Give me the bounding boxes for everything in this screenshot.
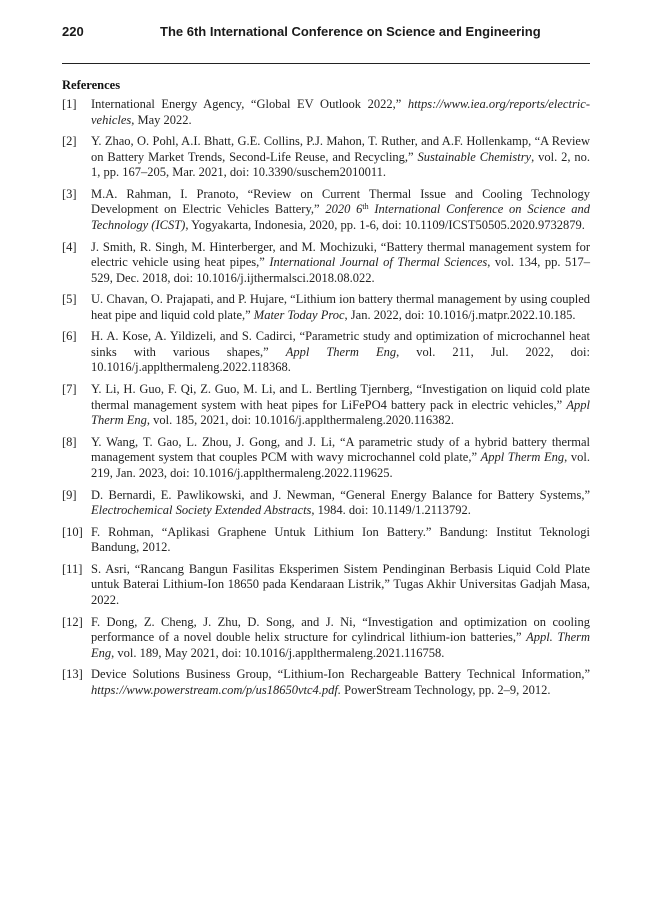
reference-part: , vol. 2, no. 1, pp. 167–205, Mar. 2021, doi: 10.3390/suschem2010011. (91, 149, 590, 180)
reference-item-3 (62, 187, 590, 234)
reference-item-2 (62, 134, 590, 181)
reference-number: [11] (62, 561, 83, 576)
reference-part: , Yogyakarta, Indonesia, 2020, pp. 1-6, doi: 10.1109/ICST50505.2020.9732879. (185, 217, 585, 232)
reference-item-10 (62, 525, 590, 556)
reference-number: [4] (62, 239, 77, 254)
reference-number: [5] (62, 292, 77, 307)
reference-part: M.A. Rahman, I. Pranoto, “Review on Current Thermal Issue and Cooling Technology Development on Electric Vehicles Battery,” (91, 186, 590, 217)
reference-item-5 (62, 292, 590, 323)
reference-item-11 (62, 562, 590, 609)
reference-part: F. Dong, Z. Cheng, J. Zhu, D. Song, and J. Ni, “Investigation and optimization on cooling performance of a novel double helix structure for cylindrical lithium-ion batteries,” (91, 614, 590, 645)
reference-part: U. Chavan, O. Prajapati, and P. Hujare, “Lithium ion battery thermal management by using coupled heat pipe and liquid cold plate,” (91, 292, 590, 322)
reference-item-12 (62, 615, 590, 662)
running-header (62, 24, 590, 44)
reference-part: , vol. 219, Jan. 2023, doi: 10.1016/j.applthermaleng.2022.119625. (91, 450, 590, 480)
reference-part: H. A. Kose, A. Yildizeli, and S. Cadirci, “Parametric study and optimization of microchannel heat sinks with various shapes,” (91, 329, 590, 359)
reference-part: PowerStream Technology, pp. 2–9, 2012. (341, 682, 551, 697)
reference-text (91, 97, 590, 128)
reference-part: Y. Li, H. Guo, F. Qi, Z. Guo, M. Li, and L. Bertling Tjernberg, “Investigation on liquid cold plate thermal management system with heat pipes for LiFePO4 battery pack in electric vehicles,” (91, 382, 590, 412)
reference-item-8 (62, 435, 590, 482)
reference-number: [2] (62, 134, 77, 149)
reference-part: F. Rohman, “Aplikasi Graphene Untuk Lithium Ion Battery.” Bandung: Institut Teknologi Bandung, 2012. (91, 524, 590, 555)
reference-item-4 (62, 240, 590, 287)
header-rule (62, 63, 590, 64)
reference-link[interactable]: https://www.powerstream.com/p/us18650vtc4.pdf. (91, 682, 341, 697)
reference-number: [8] (62, 434, 77, 449)
page-number: 220 (62, 24, 84, 39)
reference-text (91, 187, 590, 234)
reference-item-1 (62, 97, 590, 128)
reference-part: Device Solutions Business Group, “Lithium-Ion Rechargeable Battery Technical Information,” (91, 667, 590, 682)
reference-part: D. Bernardi, E. Pawlikowski, and J. Newman, “General Energy Balance for Battery Systems,” (91, 487, 590, 502)
reference-part: S. Asri, “Rancang Bangun Fasilitas Eksperimen Sistem Pendinginan Berbasis Liquid Cold Plate untuk Baterai Lithium-Ion 18650 pada Kendaraan Listrik,” Tugas Akhir Universitas Gadjah Masa, 2022. (91, 561, 590, 607)
reference-part: J. Smith, R. Singh, M. Hinterberger, and M. Mochizuki, “Battery thermal management system for electric vehicle using heat pipes,” (91, 239, 590, 270)
reference-text (91, 329, 590, 376)
reference-part: , May 2022. (131, 112, 192, 127)
reference-part: , vol. 189, May 2021, doi: 10.1016/j.applthermaleng.2021.116758. (111, 645, 445, 660)
reference-journal: Mater Today Proc (253, 307, 345, 322)
reference-text (91, 615, 590, 662)
reference-journal: Appl Therm Eng (91, 397, 590, 428)
reference-part: International Energy Agency, “Global EV Outlook 2022,” (91, 97, 408, 111)
reference-journal: Appl Therm Eng (285, 344, 397, 359)
reference-journal: International Conference on Science and Technology (ICST) (91, 202, 591, 232)
reference-text (91, 667, 590, 698)
reference-number: [3] (62, 186, 77, 201)
reference-part: , Jan. 2022, doi: 10.1016/j.matpr.2022.10.185. (344, 307, 576, 322)
reference-part: , vol. 185, 2021, doi: 10.1016/j.applthermaleng.2020.116382. (146, 413, 455, 428)
reference-number: [9] (62, 487, 77, 502)
reference-part: , 1984. doi: 10.1149/1.2113792. (311, 503, 471, 517)
reference-text (91, 134, 590, 181)
reference-text (91, 525, 590, 556)
references-heading: References (62, 78, 121, 92)
reference-journal: Appl Therm Eng (480, 450, 565, 465)
reference-number: [7] (62, 382, 77, 397)
reference-text (91, 488, 590, 519)
reference-text (91, 435, 590, 482)
reference-part: Y. Zhao, O. Pohl, A.I. Bhatt, G.E. Collins, P.J. Mahon, T. Ruther, and A.F. Hollenkamp, “A Review on Battery Market Trends, Second-Life Reuse, and Recycling,” (91, 134, 590, 164)
conference-title: The 6th International Conference on Science and Engineering (160, 24, 541, 39)
reference-text (91, 382, 590, 429)
reference-journal: Sustainable Chemistry (417, 149, 532, 164)
reference-number: [12] (62, 614, 83, 629)
reference-number: [13] (62, 667, 83, 682)
reference-number: [10] (62, 524, 83, 539)
reference-journal: International Journal of Thermal Sciences (269, 255, 488, 270)
reference-journal: Appl. Therm Eng (91, 630, 591, 660)
reference-number: [1] (62, 97, 77, 111)
reference-item-13 (62, 667, 590, 698)
reference-item-9 (62, 488, 590, 519)
reference-text (91, 292, 590, 323)
reference-journal: 2020 6 (325, 202, 363, 217)
reference-part: Y. Wang, T. Gao, L. Zhou, J. Gong, and J. Li, “A parametric study of a hybrid battery thermal management system that couples PCM with wavy microchannel cold plate,” (91, 434, 590, 465)
reference-journal: Electrochemical Society Extended Abstracts (91, 503, 312, 517)
reference-part: , vol. 134, pp. 517–529, Dec. 2018, doi: 10.1016/j.ijthermalsci.2018.08.022. (91, 255, 590, 285)
reference-list (62, 97, 590, 704)
reference-superscript: th (362, 202, 369, 212)
reference-number: [6] (62, 329, 77, 344)
reference-text (91, 240, 590, 287)
reference-text (91, 562, 590, 609)
reference-link[interactable]: https://www.iea.org/reports/electric-vehicles (91, 97, 590, 127)
reference-item-7 (62, 382, 590, 429)
reference-part: , vol. 211, Jul. 2022, doi: 10.1016/j.applthermaleng.2022.118368. (91, 344, 591, 375)
reference-item-6 (62, 329, 590, 376)
